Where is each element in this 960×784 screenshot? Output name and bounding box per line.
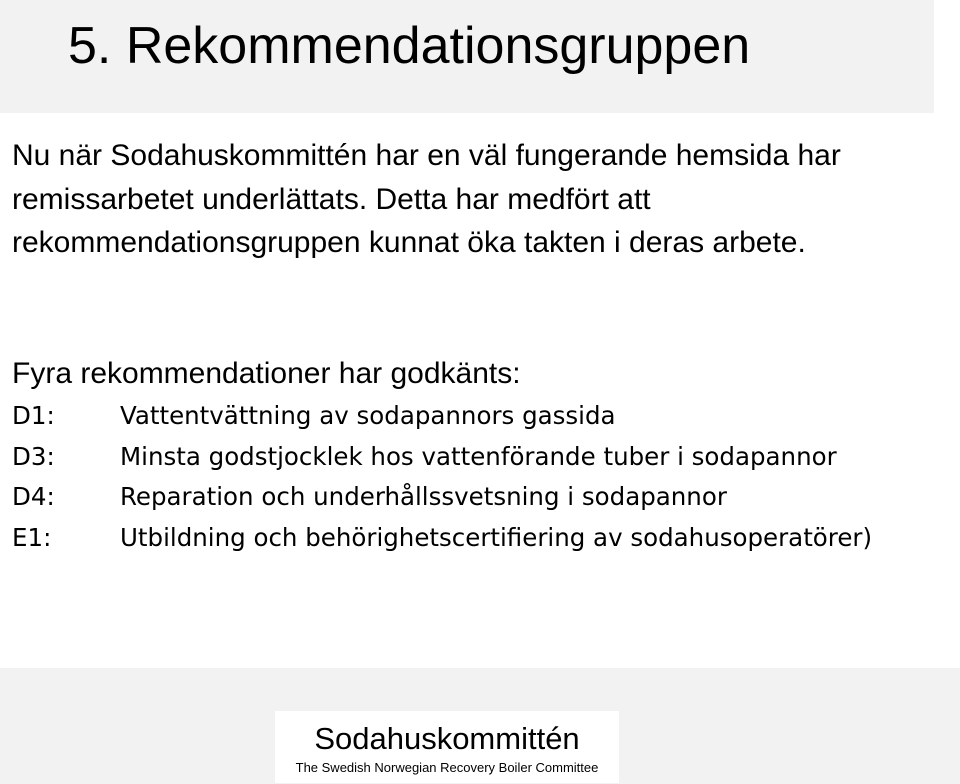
footer-logo-box [275,711,619,783]
recommendation-item [12,396,952,437]
recommendation-text: Minsta godstjocklek hos vattenförande tuber i sodapannor [120,441,837,471]
recommendation-text: Vattentvättning av sodapannors gassida [120,401,616,430]
recommendation-code: D3: [12,441,55,471]
slide-title: 5. Rekommendationsgruppen [68,17,751,75]
recommendation-item [12,437,952,478]
recommendations-list [12,396,952,558]
intro-paragraph: Nu när Sodahuskommittén har en väl fungerande hemsida har remissarbetet underlättats. Detta har medfört att rekommendationsgruppen kunnat öka takten i deras arbete. [12,139,841,259]
recommendations-heading: Fyra rekommendationer har godkänts: [12,357,521,390]
recommendation-item [12,518,952,559]
recommendation-code: E1: [12,522,52,552]
footer-tagline: The Swedish Norwegian Recovery Boiler Committee [295,760,599,775]
recommendation-code: D1: [12,401,55,430]
recommendation-item [12,477,952,518]
slide-body [12,134,952,552]
footer-organization-name: Sodahuskommittén [314,721,580,756]
title-bar [0,0,934,113]
recommendation-text: Reparation och underhållssvetsning i sodapannor [120,482,727,511]
recommendation-code: D4: [12,482,55,511]
recommendation-text: Utbildning och behörighetscertifiering av sodahusoperatörer) [120,522,873,552]
